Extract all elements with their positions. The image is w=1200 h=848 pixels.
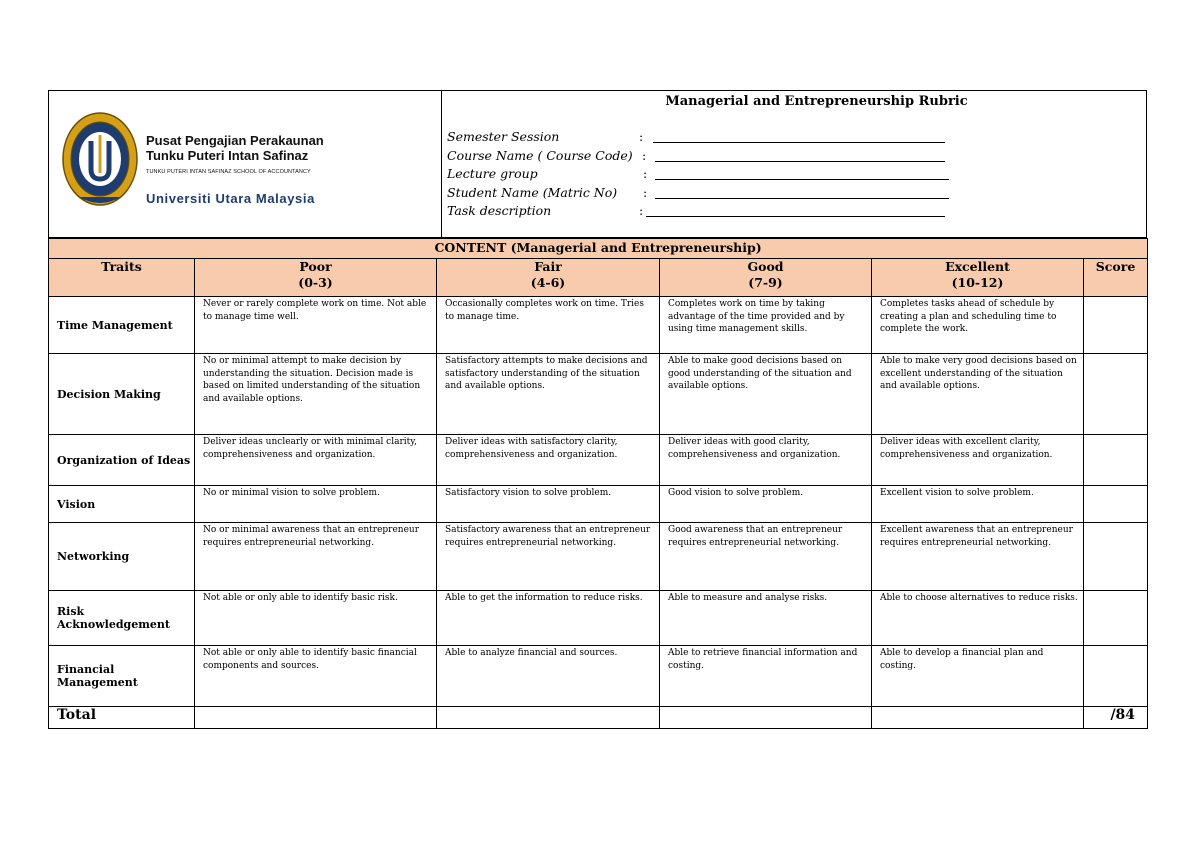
- score-cell[interactable]: [1084, 297, 1148, 354]
- org-name: Pusat Pengajian Perakaunan Tunku Puteri Intan Safinaz: [146, 133, 324, 163]
- good-cell: Able to measure and analyse risks.: [660, 591, 872, 646]
- total-score[interactable]: /84: [1084, 707, 1148, 729]
- poor-cell: No or minimal vision to solve problem.: [195, 486, 437, 523]
- section-title: CONTENT (Managerial and Entrepreneurship): [49, 239, 1148, 259]
- trait-label: Time Management: [49, 297, 195, 354]
- good-cell: Deliver ideas with good clarity, comprehensiveness and organization.: [660, 435, 872, 486]
- fair-cell: Satisfactory attempts to make decisions and satisfactory understanding of the situation and available options.: [437, 354, 660, 435]
- header-traits: Traits: [49, 259, 195, 297]
- trait-label: Organization of Ideas: [49, 435, 195, 486]
- excellent-cell: Completes tasks ahead of schedule by creating a plan and scheduling time to complete the work.: [872, 297, 1084, 354]
- score-cell[interactable]: [1084, 646, 1148, 707]
- fair-cell: Able to analyze financial and sources.: [437, 646, 660, 707]
- column-header-row: [49, 259, 1148, 297]
- table-row: [49, 354, 1148, 435]
- total-row: [49, 707, 1148, 729]
- logo-cell: [49, 91, 442, 237]
- header-good: Good (7-9): [660, 259, 872, 297]
- poor-cell: Not able or only able to identify basic risk.: [195, 591, 437, 646]
- poor-cell: Never or rarely complete work on time. Not able to manage time well.: [195, 297, 437, 354]
- blank-line: [655, 161, 945, 162]
- section-title-row: [49, 239, 1148, 259]
- score-cell[interactable]: [1084, 523, 1148, 591]
- total-good-cell: [660, 707, 872, 729]
- table-row: [49, 523, 1148, 591]
- school-name: TUNKU PUTERI INTAN SAFINAZ SCHOOL OF ACCOUNTANCY: [146, 169, 311, 175]
- good-cell: Good vision to solve problem.: [660, 486, 872, 523]
- rubric-table: [48, 238, 1148, 729]
- table-row: [49, 486, 1148, 523]
- fair-cell: Occasionally completes work on time. Tries to manage time.: [437, 297, 660, 354]
- rubric-title: Managerial and Entrepreneurship Rubric: [665, 94, 968, 109]
- field-task-description[interactable]: Task description :: [447, 203, 967, 221]
- uum-seal-logo: [61, 111, 139, 211]
- score-cell[interactable]: [1084, 591, 1148, 646]
- blank-line: [653, 142, 945, 143]
- total-excellent-cell: [872, 707, 1084, 729]
- university-name: Universiti Utara Malaysia: [146, 191, 315, 206]
- fair-cell: Deliver ideas with satisfactory clarity, comprehensiveness and organization.: [437, 435, 660, 486]
- score-cell[interactable]: [1084, 486, 1148, 523]
- excellent-cell: Excellent vision to solve problem.: [872, 486, 1084, 523]
- header-fair: Fair (4-6): [437, 259, 660, 297]
- field-semester-session[interactable]: Semester Session :: [447, 129, 967, 147]
- trait-label: Financial Management: [49, 646, 195, 707]
- good-cell: Able to retrieve financial information and costing.: [660, 646, 872, 707]
- good-cell: Able to make good decisions based on good understanding of the situation and available options.: [660, 354, 872, 435]
- info-cell: [442, 91, 1146, 237]
- field-student-name[interactable]: Student Name (Matric No) :: [447, 185, 967, 203]
- blank-line: [655, 179, 949, 180]
- header-poor: Poor (0-3): [195, 259, 437, 297]
- total-poor-cell: [195, 707, 437, 729]
- excellent-cell: Able to make very good decisions based on excellent understanding of the situation and available options.: [872, 354, 1084, 435]
- good-cell: Good awareness that an entrepreneur requires entrepreneurial networking.: [660, 523, 872, 591]
- poor-cell: Deliver ideas unclearly or with minimal clarity, comprehensiveness and organization.: [195, 435, 437, 486]
- fair-cell: Satisfactory awareness that an entrepreneur requires entrepreneurial networking.: [437, 523, 660, 591]
- trait-label: Risk Acknowledgement: [49, 591, 195, 646]
- excellent-cell: Able to choose alternatives to reduce risks.: [872, 591, 1084, 646]
- fair-cell: Able to get the information to reduce risks.: [437, 591, 660, 646]
- poor-cell: Not able or only able to identify basic financial components and sources.: [195, 646, 437, 707]
- excellent-cell: Excellent awareness that an entrepreneur requires entrepreneurial networking.: [872, 523, 1084, 591]
- score-cell[interactable]: [1084, 354, 1148, 435]
- total-label: Total: [49, 707, 195, 729]
- blank-line: [655, 198, 949, 199]
- good-cell: Completes work on time by taking advantage of the time provided and by using time management skills.: [660, 297, 872, 354]
- table-row: [49, 646, 1148, 707]
- header-excellent: Excellent (10-12): [872, 259, 1084, 297]
- table-row: [49, 591, 1148, 646]
- field-lecture-group[interactable]: Lecture group :: [447, 166, 967, 184]
- excellent-cell: Deliver ideas with excellent clarity, comprehensiveness and organization.: [872, 435, 1084, 486]
- header-score: Score: [1084, 259, 1148, 297]
- blank-line: [646, 216, 945, 217]
- rubric-header: [48, 90, 1147, 238]
- field-course-name[interactable]: Course Name ( Course Code) :: [447, 148, 967, 166]
- excellent-cell: Able to develop a financial plan and costing.: [872, 646, 1084, 707]
- poor-cell: No or minimal attempt to make decision by understanding the situation. Decision made is based on limited understanding of the situation and available options.: [195, 354, 437, 435]
- trait-label: Decision Making: [49, 354, 195, 435]
- table-row: [49, 435, 1148, 486]
- table-row: [49, 297, 1148, 354]
- poor-cell: No or minimal awareness that an entrepreneur requires entrepreneurial networking.: [195, 523, 437, 591]
- trait-label: Vision: [49, 486, 195, 523]
- trait-label: Networking: [49, 523, 195, 591]
- total-fair-cell: [437, 707, 660, 729]
- score-cell[interactable]: [1084, 435, 1148, 486]
- fair-cell: Satisfactory vision to solve problem.: [437, 486, 660, 523]
